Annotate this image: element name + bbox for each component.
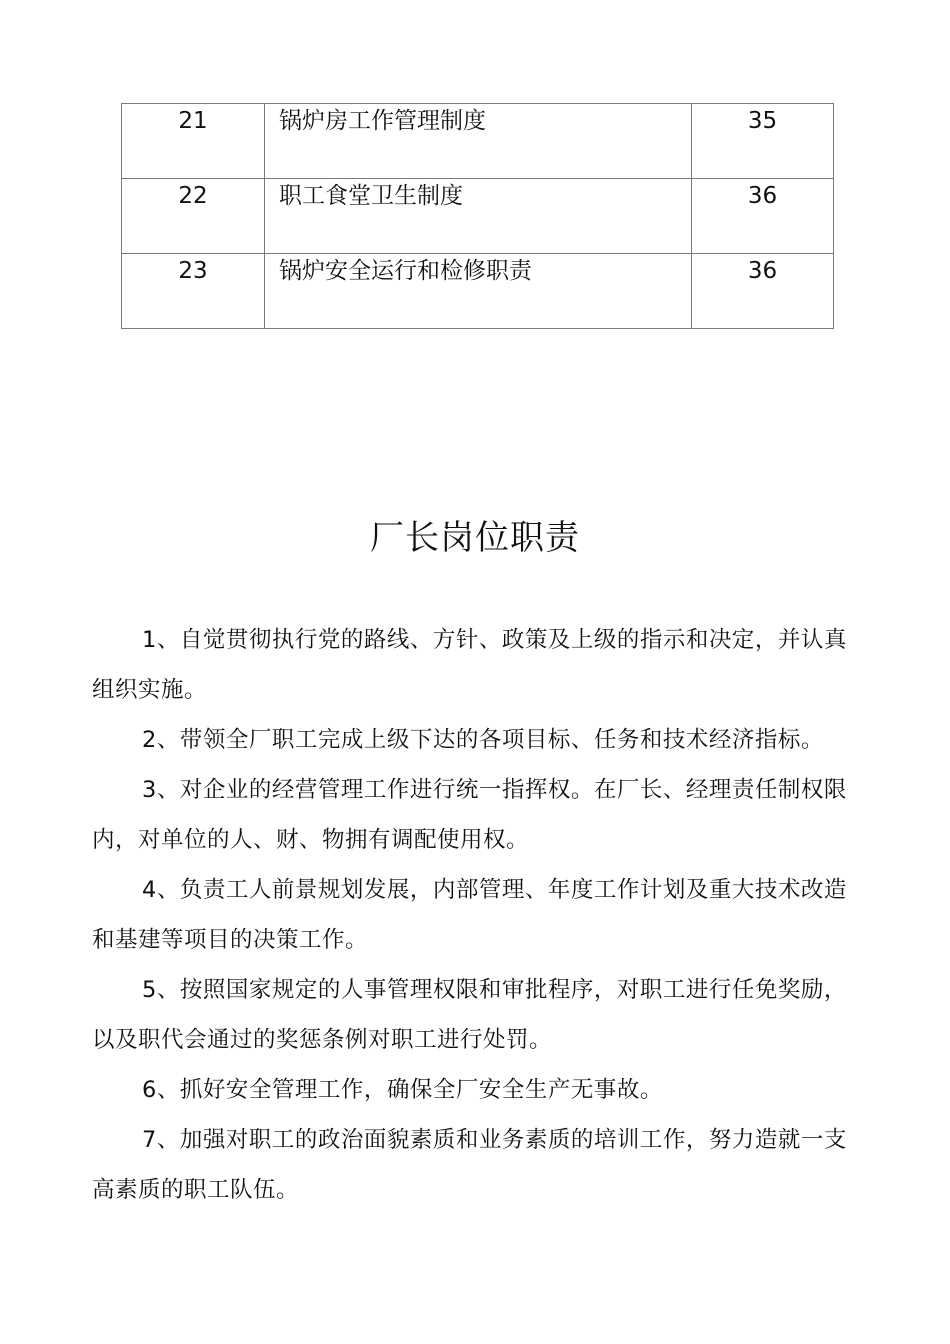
table-row: [122, 179, 834, 254]
row-page: 36: [692, 179, 834, 254]
table-row: [122, 104, 834, 179]
row-number: 22: [122, 179, 265, 254]
row-title: 锅炉安全运行和检修职责: [265, 254, 692, 329]
table-row: [122, 254, 834, 329]
duty-item: 6、抓好安全管理工作，确保全厂安全生产无事故。: [142, 1077, 663, 1103]
duty-item: 3、对企业的经营管理工作进行统一指挥权。在厂长、经理责任制权限内，对单位的人、财、物拥有调配使用权。: [92, 777, 847, 853]
duty-item: 4、负责工人前景规划发展，内部管理、年度工作计划及重大技术改造和基建等项目的决策工作。: [92, 877, 847, 953]
duty-item: 7、加强对职工的政治面貌素质和业务素质的培训工作，努力造就一支高素质的职工队伍。: [92, 1127, 847, 1203]
row-page: 35: [692, 104, 834, 179]
duty-item: 2、带领全厂职工完成上级下达的各项目标、任务和技术经济指标。: [142, 727, 824, 753]
duty-list: [92, 615, 852, 1215]
row-number: 21: [122, 104, 265, 179]
row-title: 职工食堂卫生制度: [265, 179, 692, 254]
toc-table: [121, 103, 834, 329]
row-title: 锅炉房工作管理制度: [265, 104, 692, 179]
section-title: 厂长岗位职责: [370, 518, 580, 558]
row-number: 23: [122, 254, 265, 329]
duty-item: 1、自觉贯彻执行党的路线、方针、政策及上级的指示和决定，并认真组织实施。: [92, 627, 847, 703]
duty-item: 5、按照国家规定的人事管理权限和审批程序，对职工进行任免奖励，以及职代会通过的奖惩条例对职工进行处罚。: [92, 977, 847, 1053]
row-page: 36: [692, 254, 834, 329]
